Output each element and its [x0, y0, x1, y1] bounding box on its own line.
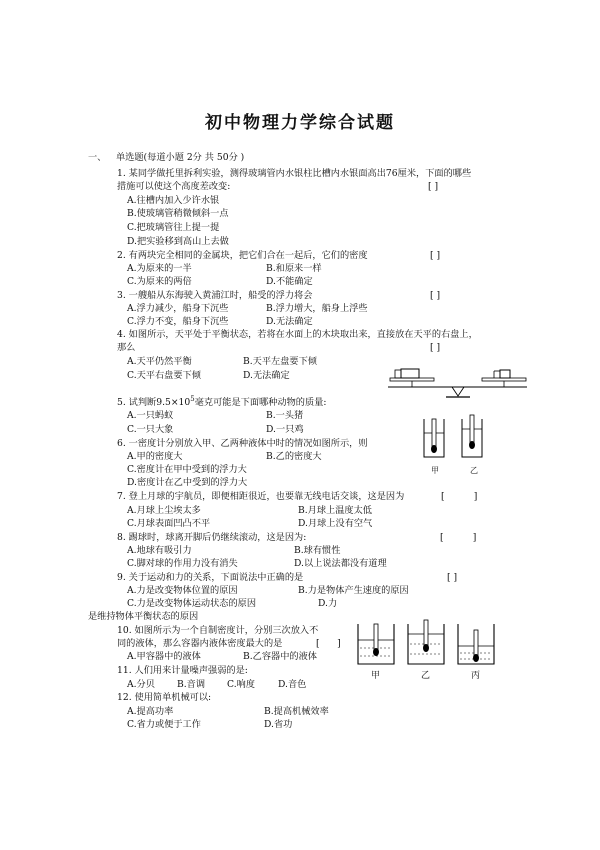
- q3-option-c[interactable]: C.浮力不变，船身下沉些: [127, 316, 229, 327]
- section-heading: 单选题(每道小题 2分 共 50分 ): [116, 152, 245, 163]
- page-title: 初中物理力学综合试题: [205, 113, 395, 133]
- q11-stem: 11. 人们用来计量噪声强弱的是:: [117, 665, 248, 676]
- q5-option-b[interactable]: B.一头猪: [266, 410, 304, 421]
- q8-answer-bracket[interactable]: [ ]: [440, 532, 477, 543]
- q1-stem-line2: 措施可以使这个高度差改变:: [117, 181, 231, 192]
- container-label-yi: 乙: [421, 671, 431, 681]
- q7-option-b[interactable]: B.月球上温度太低: [298, 505, 372, 516]
- q10-stem-line1: 10. 如图所示为一个自制密度计，分别三次放入不: [117, 625, 319, 636]
- balance-scale-figure: [382, 360, 532, 404]
- q8-option-b[interactable]: B.球有惯性: [294, 545, 341, 556]
- q11-option-c[interactable]: C.响度: [227, 679, 255, 690]
- q1-option-a[interactable]: A.往槽内加入少许水银: [127, 195, 220, 206]
- q2-option-d[interactable]: D.不能确定: [266, 276, 313, 287]
- q5-option-a[interactable]: A.一只蚂蚁: [127, 410, 174, 421]
- q4-option-a[interactable]: A.天平仍然平衡: [127, 356, 192, 367]
- q4-answer-bracket[interactable]: [ ]: [430, 342, 441, 353]
- container-label-bing: 丙: [471, 671, 481, 681]
- q7-stem: 7. 登上月球的宇航员，即便相距很近，也要靠无线电话交谈，这是因为: [117, 491, 405, 502]
- q8-option-c[interactable]: C.脚对球的作用力没有消失: [127, 558, 238, 569]
- q12-stem: 12. 使用简单机械可以:: [117, 692, 212, 703]
- q2-option-a[interactable]: A.为原来的一半: [127, 263, 192, 274]
- q10-answer-bracket[interactable]: [ ]: [316, 638, 341, 649]
- q5-stem-text: 5. 试判断9.5×10: [117, 397, 191, 408]
- q10-stem-line2: 同的液体，那么容器内液体密度最大的是: [117, 638, 283, 649]
- q6-option-d[interactable]: D.密度计在乙中受到的浮力大: [127, 477, 248, 488]
- q3-option-b[interactable]: B.浮力增大，船身上浮些: [266, 303, 368, 314]
- q7-option-a[interactable]: A.月球上尘埃太多: [127, 505, 201, 516]
- q1-option-c[interactable]: C.把玻璃管往上提一提: [127, 222, 220, 233]
- q5-option-d[interactable]: D.一只鸡: [266, 424, 304, 435]
- q6-option-c[interactable]: C.密度计在甲中受到的浮力大: [127, 464, 247, 475]
- q12-option-b[interactable]: B.提高机械效率: [264, 706, 329, 717]
- q6-stem: 6. 一密度计分别放入甲、乙两种液体中时的情况如图所示，则: [117, 438, 368, 449]
- q4-option-b[interactable]: B.天平左盘要下倾: [243, 356, 317, 367]
- q3-stem: 3. 一艘船从东海驶入黄浦江时，船受的浮力将会: [117, 290, 313, 301]
- q9-stem: 9. 关于运动和力的关系，下面说法中正确的是: [117, 572, 304, 583]
- q7-answer-bracket[interactable]: [ ]: [441, 491, 478, 502]
- q7-option-d[interactable]: D.月球上没有空气: [298, 518, 373, 529]
- q5-stem: [117, 394, 327, 408]
- q7-option-c[interactable]: C.月球表面凹凸不平: [127, 518, 211, 529]
- q5-exponent: 5: [190, 394, 195, 403]
- q9-option-c[interactable]: C.力是改变物体运动状态的原因: [127, 598, 257, 609]
- q4-stem-line1: 4. 如图所示，天平处于平衡状态，若将在水面上的木块取出来，直接放在天平的右盘上，: [117, 329, 478, 340]
- q5-stem-tail: 毫克可能是下面哪种动物的质量:: [194, 397, 327, 408]
- q9-answer-bracket[interactable]: [ ]: [447, 572, 458, 583]
- q3-option-d[interactable]: D.无法确定: [266, 316, 313, 327]
- q5-option-c[interactable]: C.一只大象: [127, 424, 174, 435]
- q8-option-a[interactable]: A.地球有吸引力: [127, 545, 192, 556]
- q9-option-d-continued: 是维持物体平衡状态的原因: [88, 611, 199, 622]
- q11-option-d[interactable]: D.音色: [278, 679, 307, 690]
- q4-stem-line2: 那么: [117, 342, 136, 353]
- q9-option-b[interactable]: B.力是物体产生速度的原因: [298, 585, 409, 596]
- q12-option-d[interactable]: D.省功: [264, 719, 293, 730]
- q2-answer-bracket[interactable]: [ ]: [430, 250, 441, 261]
- q9-option-a[interactable]: A.力是改变物体位置的原因: [127, 585, 238, 596]
- q1-option-b[interactable]: B.使玻璃管稍微倾斜一点: [127, 208, 229, 219]
- q1-answer-bracket[interactable]: [ ]: [428, 181, 439, 192]
- q2-stem: 2. 有两块完全相同的金属块，把它们合在一起后，它们的密度: [117, 250, 368, 261]
- q8-stem: 8. 踢球时，球离开脚后仍继续滚动，这是因为:: [117, 532, 307, 543]
- q1-stem-line1: 1. 某同学做托里拆利实验，测得玻璃管内水银柱比槽内水银面高出76厘米，下面的哪些: [117, 168, 472, 179]
- q8-option-d[interactable]: D.以上说法都没有道理: [294, 558, 387, 569]
- q2-option-c[interactable]: C.为原来的两倍: [127, 276, 192, 287]
- q10-option-a[interactable]: A.甲容器中的液体: [127, 651, 201, 662]
- hydrometer-label-jia: 甲: [431, 466, 439, 475]
- q12-option-a[interactable]: A.提高功率: [127, 706, 174, 717]
- q9-option-d[interactable]: D.力: [318, 598, 338, 609]
- q6-option-b[interactable]: B.乙的密度大: [266, 451, 322, 462]
- q3-answer-bracket[interactable]: [ ]: [430, 290, 441, 301]
- containers-figure: [352, 618, 502, 670]
- q11-option-a[interactable]: A.分贝: [127, 679, 155, 690]
- q11-option-b[interactable]: B.音调: [177, 679, 206, 690]
- q4-option-c[interactable]: C.天平右盘要下倾: [127, 370, 201, 381]
- hydrometer-figure: [416, 413, 496, 463]
- q12-option-c[interactable]: C.省力或便于工作: [127, 719, 201, 730]
- container-label-jia: 甲: [371, 671, 381, 681]
- q6-option-a[interactable]: A.甲的密度大: [127, 451, 183, 462]
- hydrometer-label-yi: 乙: [470, 466, 478, 475]
- q1-option-d[interactable]: D.把实验移到高山上去做: [127, 236, 229, 247]
- section-number: 一、: [88, 152, 107, 163]
- q10-option-b[interactable]: B.乙容器中的液体: [243, 651, 317, 662]
- q4-option-d[interactable]: D.无法确定: [243, 370, 290, 381]
- q2-option-b[interactable]: B.和原来一样: [266, 263, 322, 274]
- q3-option-a[interactable]: A.浮力减少，船身下沉些: [127, 303, 229, 314]
